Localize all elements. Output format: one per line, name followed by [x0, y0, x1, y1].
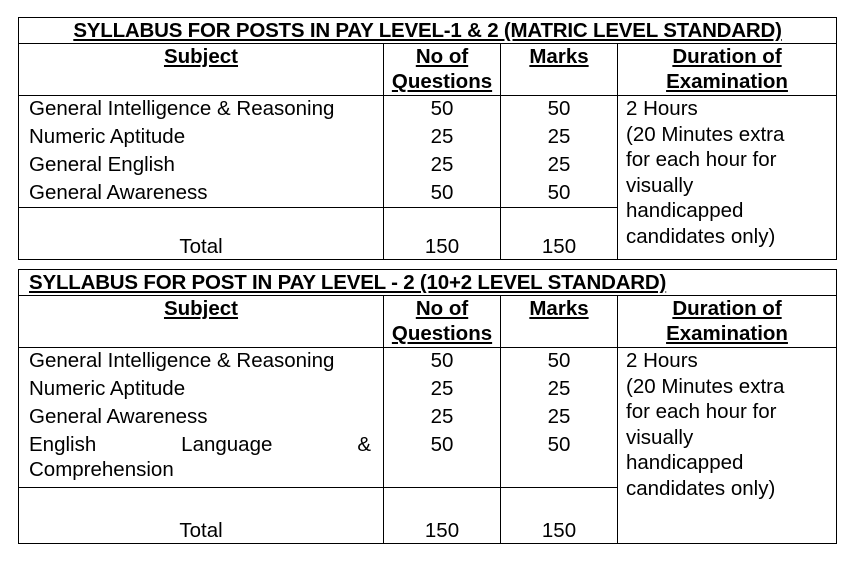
marks-cell: 50	[501, 432, 618, 488]
subject-cell: Numeric Aptitude	[19, 124, 384, 152]
subject-cell: General Awareness	[19, 180, 384, 208]
duration-cell	[618, 96, 837, 260]
header-subject	[19, 296, 384, 348]
header-questions-line2: Questions	[391, 70, 493, 93]
total-label: Total	[19, 488, 384, 544]
header-duration-line1: Duration of	[672, 45, 782, 68]
duration-line: handicapped	[626, 199, 744, 222]
duration-cell	[618, 348, 837, 544]
header-marks	[501, 44, 618, 96]
questions-cell: 25	[384, 376, 501, 404]
header-row	[19, 296, 837, 348]
subject-word: Language	[181, 432, 273, 456]
duration-line: 2 Hours	[626, 97, 698, 120]
table-row	[19, 96, 837, 124]
subject-cell: General Intelligence & Reasoning	[19, 96, 384, 124]
subject-cell	[19, 432, 384, 488]
header-subject-text: Subject	[163, 297, 239, 320]
duration-line: handicapped	[626, 451, 744, 474]
questions-cell: 50	[384, 96, 501, 124]
table-row	[19, 348, 837, 376]
subject-word: &	[357, 432, 371, 456]
header-questions-line1: No of	[415, 297, 469, 320]
marks-cell: 25	[501, 152, 618, 180]
subject-cell: General Awareness	[19, 404, 384, 432]
syllabus-table-level-2	[18, 269, 837, 544]
duration-line: candidates only)	[626, 224, 776, 248]
total-questions: 150	[384, 488, 501, 544]
questions-cell: 50	[384, 180, 501, 208]
questions-cell: 25	[384, 124, 501, 152]
subject-cell: General English	[19, 152, 384, 180]
marks-cell: 25	[501, 124, 618, 152]
header-row	[19, 44, 837, 96]
duration-line: for each hour for	[626, 148, 777, 171]
total-marks: 150	[501, 488, 618, 544]
header-subject-text: Subject	[163, 45, 239, 68]
duration-line: visually	[626, 173, 694, 197]
duration-line: (20 Minutes extra	[626, 122, 785, 146]
header-marks	[501, 296, 618, 348]
questions-cell: 50	[384, 432, 501, 488]
marks-cell: 25	[501, 404, 618, 432]
duration-line: 2 Hours	[626, 349, 698, 372]
marks-cell: 25	[501, 376, 618, 404]
header-subject	[19, 44, 384, 96]
header-questions-line1: No of	[415, 45, 469, 68]
table-title: SYLLABUS FOR POSTS IN PAY LEVEL-1 & 2 (MATRIC LEVEL STANDARD)	[19, 18, 837, 44]
total-label: Total	[19, 208, 384, 260]
marks-cell: 50	[501, 180, 618, 208]
header-duration-line1: Duration of	[672, 297, 782, 320]
header-duration-line2: Examination	[666, 322, 788, 345]
header-duration-line2: Examination	[666, 70, 788, 93]
questions-cell: 25	[384, 152, 501, 180]
header-marks-text: Marks	[529, 297, 589, 320]
subject-cell: General Intelligence & Reasoning	[19, 348, 384, 376]
syllabus-table-level-1-2	[18, 17, 837, 260]
marks-cell: 50	[501, 96, 618, 124]
table-title-row	[19, 18, 837, 44]
duration-line: for each hour for	[626, 400, 777, 423]
marks-cell: 50	[501, 348, 618, 376]
questions-cell: 25	[384, 404, 501, 432]
table-title-row	[19, 270, 837, 296]
header-questions	[384, 296, 501, 348]
total-questions: 150	[384, 208, 501, 260]
header-duration	[618, 44, 837, 96]
duration-line: candidates only)	[626, 476, 776, 500]
duration-line: visually	[626, 425, 694, 449]
table-title: SYLLABUS FOR POST IN PAY LEVEL - 2 (10+2 LEVEL STANDARD)	[19, 270, 837, 296]
header-marks-text: Marks	[529, 45, 589, 68]
subject-word: English	[29, 432, 97, 456]
questions-cell: 50	[384, 348, 501, 376]
subject-word: Comprehension	[29, 457, 174, 481]
total-marks: 150	[501, 208, 618, 260]
header-questions	[384, 44, 501, 96]
header-questions-line2: Questions	[391, 322, 493, 345]
english-subject-line	[29, 432, 383, 457]
header-duration	[618, 296, 837, 348]
subject-cell: Numeric Aptitude	[19, 376, 384, 404]
duration-line: (20 Minutes extra	[626, 374, 785, 398]
